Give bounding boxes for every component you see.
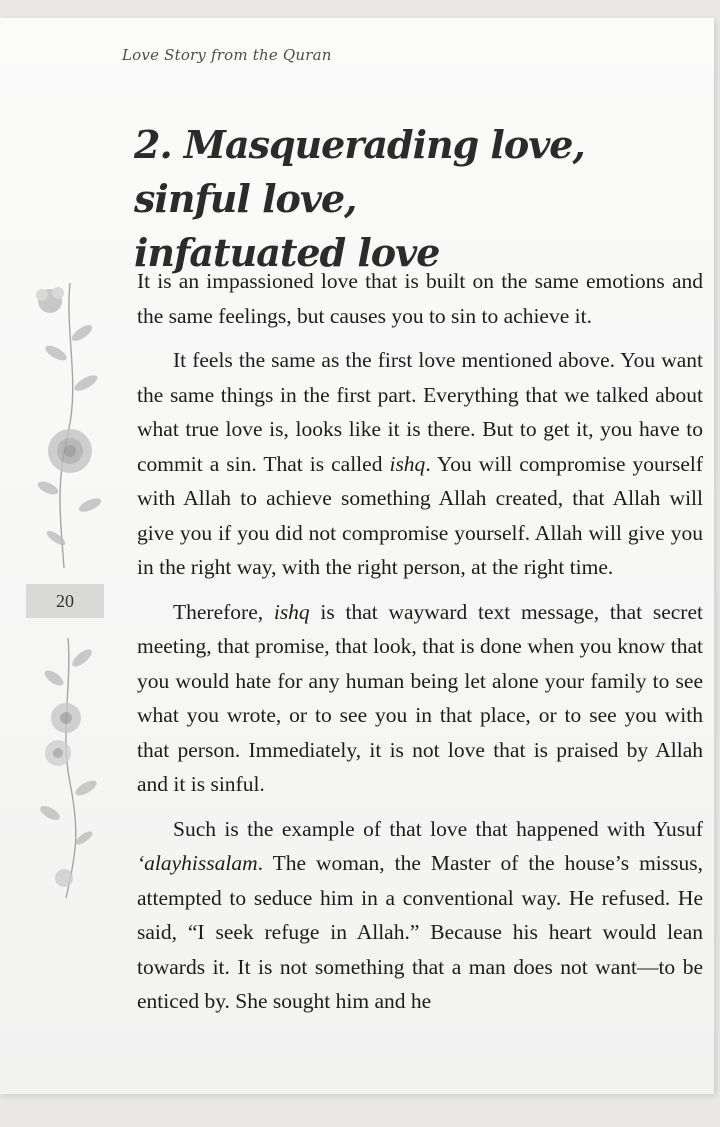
floral-vine-icon xyxy=(20,273,110,573)
paragraph-2 xyxy=(137,343,703,585)
paragraph-3-text-a: Therefore, xyxy=(173,599,274,624)
book-page xyxy=(0,18,714,1094)
paragraph-3-text-b: is that wayward text message, that secret meeting, that promise, that look, that is done when you know that you would hate for any human being let alone your family to see what you wrote, or to see you in that place, or to see you with that person. Immediately, it is not love that is praised by Allah and it is sinful. xyxy=(137,599,703,796)
paragraph-3 xyxy=(137,595,703,802)
paragraph-1: It is an impassioned love that is built on the same emotions and the same feelings, but causes you to sin to achieve it. xyxy=(137,269,703,328)
paragraph-4-text-a: Such is the example of that love that happened with Yusuf xyxy=(173,816,703,841)
paragraph-4-italic-term: ‘alayhissalam xyxy=(137,851,258,875)
paragraph-4-text-b: . The woman, the Master of the house’s missus, attempted to seduce him in a conventional way. He refused. He said, “I seek refuge in Allah.” Because his heart would lean towards it. It is not something that a man does not want—to be enticed by. She sought him and he xyxy=(137,851,703,1013)
chapter-title-line-1: 2. Masquerading love, sinful love, xyxy=(134,122,585,221)
page-number: 20 xyxy=(56,590,74,611)
paragraph-2-italic-term: ishq xyxy=(389,451,426,476)
paragraph-3-italic-term: ishq xyxy=(273,599,310,624)
paragraph-2-text-b: . You will compromise yourself with Allah to achieve something Allah created, that Allah will give you if you did not compromise yourself. Allah will give you in the right way, with the right person, at the right time. xyxy=(137,451,704,579)
running-head: Love Story from the Quran xyxy=(122,46,332,64)
chapter-title xyxy=(134,118,704,280)
floral-branch-icon xyxy=(20,633,110,903)
paragraph-4 xyxy=(137,812,703,1019)
chapter-title-line-2: infatuated love xyxy=(134,230,440,275)
body-text xyxy=(137,264,703,1029)
page-number-tab xyxy=(26,584,104,618)
paragraph-2-text-a: It feels the same as the first love mentioned above. You want the same things in the first part. Everything that we talked about what true love is, looks like it is there. But to get it, you have to commit a sin. That is called xyxy=(137,348,703,476)
